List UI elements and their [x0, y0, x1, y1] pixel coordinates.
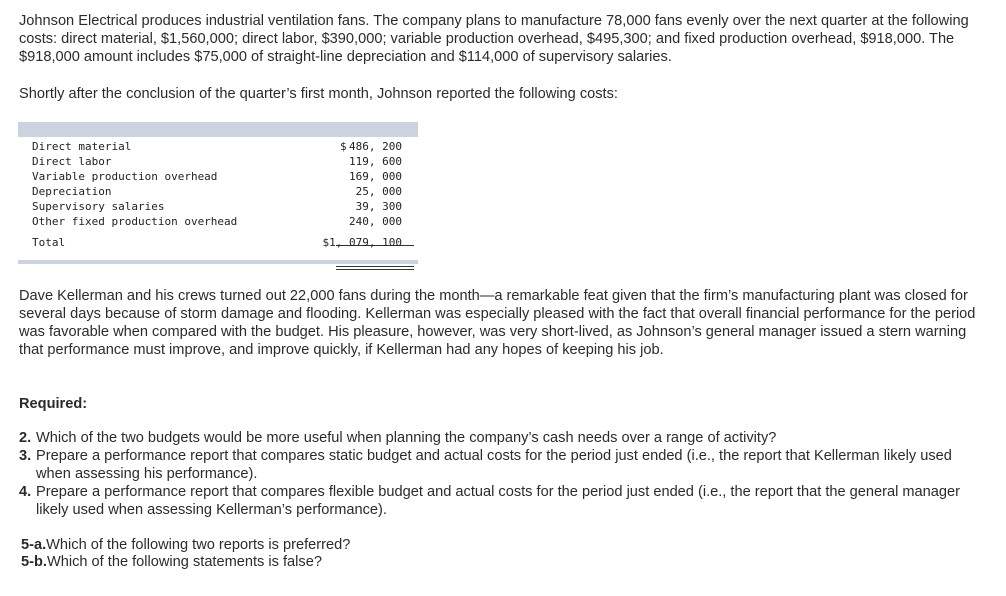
requirement-number: 3.	[19, 448, 32, 464]
sub-question-number: 5-b.	[21, 554, 47, 570]
table-row	[32, 154, 414, 169]
row-value: 25, 000	[355, 185, 402, 198]
list-item	[19, 429, 979, 447]
row-label: Depreciation	[32, 185, 112, 198]
row-label: Other fixed production overhead	[32, 215, 238, 228]
sub-question-text: Which of the following statements is false?	[46, 554, 322, 570]
requirements-list	[19, 429, 979, 519]
requirement-text: Prepare a performance report that compares static budget and actual costs for the period just ended (i.e., the report that Kellerman likely used when assessing his performance).	[36, 448, 952, 482]
intro-paragraph: Johnson Electrical produces industrial ventilation fans. The company plans to manufacture 78,000 fans evenly over the next quarter at the following costs: direct material, $1,560,000; direct labor, $390,000; variable production overhead, $495,300; and fixed production overhead, $918,000. The $918,000 amount includes $75,000 of straight-line depreciation and $114,000 of supervisory salaries.	[19, 13, 969, 65]
row-value: 119, 600	[349, 155, 402, 168]
table-footer-bar	[18, 260, 418, 264]
list-item	[19, 483, 979, 519]
sub-question	[21, 536, 350, 554]
row-label: Variable production overhead	[32, 170, 218, 183]
table-row	[32, 184, 414, 199]
row-value: 486, 200	[349, 140, 402, 153]
cost-table	[18, 122, 418, 264]
sub-question	[21, 553, 322, 571]
sub-question-text: Which of the following two reports is preferred?	[46, 537, 351, 553]
narrative-paragraph: Dave Kellerman and his crews turned out 22,000 fans during the month—a remarkable feat given that the firm’s manufacturing plant was closed for several days because of storm damage and flooding. Kellerman was especially pleased with the fact that overall financial performance for the period was favorable when compared with the budget. His pleasure, however, was very short-lived, as Johnson’s general manager issued a stern warning that performance must improve, and improve quickly, if Kellerman had any hopes of keeping his job.	[19, 288, 976, 358]
table-row	[32, 139, 414, 154]
requirement-number: 2.	[19, 430, 32, 446]
table-row	[32, 169, 414, 184]
row-label: Supervisory salaries	[32, 200, 165, 213]
row-label: Direct labor	[32, 155, 112, 168]
required-heading: Required:	[19, 396, 88, 412]
table-row	[32, 199, 414, 214]
list-item	[19, 447, 979, 483]
total-double-underline-top	[336, 266, 414, 267]
total-label: Total	[32, 236, 66, 249]
lead-in-paragraph: Shortly after the conclusion of the quarter’s first month, Johnson reported the following costs:	[19, 86, 618, 102]
cost-table-body	[32, 139, 414, 250]
requirement-text: Which of the two budgets would be more useful when planning the company’s cash needs over a range of activity?	[36, 430, 777, 446]
requirement-text: Prepare a performance report that compares flexible budget and actual costs for the period just ended (i.e., the report that the general manager likely used when assessing Kellerman’s performance).	[36, 484, 961, 518]
requirement-number: 4.	[19, 484, 32, 500]
row-value: 39, 300	[355, 200, 402, 213]
total-value: $1, 079, 100	[322, 236, 402, 249]
total-row	[32, 235, 414, 250]
row-value: 240, 000	[349, 215, 402, 228]
table-header-bar	[18, 122, 418, 137]
row-value: 169, 000	[349, 170, 402, 183]
currency-symbol: $	[340, 140, 347, 153]
sub-question-number: 5-a.	[21, 537, 47, 553]
table-row	[32, 214, 414, 229]
row-label: Direct material	[32, 140, 132, 153]
total-double-underline-bottom	[336, 269, 414, 270]
